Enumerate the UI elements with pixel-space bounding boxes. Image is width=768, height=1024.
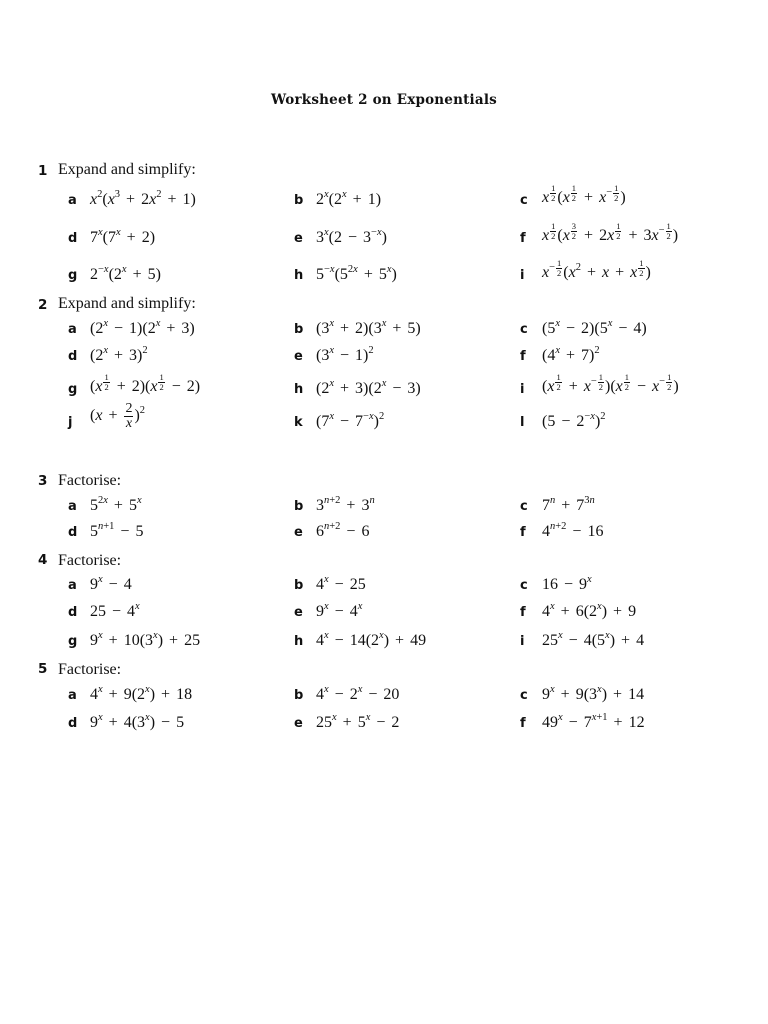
question-part (520, 183, 740, 212)
part-expression: $(2^x + 3)(2^x - 3)$ (316, 378, 421, 397)
question-part (68, 629, 288, 653)
worksheet-title: Worksheet 2 on Exponentials (271, 92, 497, 108)
part-label: b (294, 688, 304, 703)
question-part (294, 344, 514, 368)
part-label: c (520, 499, 528, 514)
part-label: h (294, 268, 304, 283)
part-expression: $(7^x - 7^{-x})^2$ (316, 411, 385, 430)
part-label: i (520, 634, 525, 649)
part-expression: $x^2(x^3 + 2x^2 + 1)$ (90, 189, 196, 208)
part-label: b (294, 578, 304, 593)
question-part (520, 344, 740, 368)
part-label: e (294, 525, 303, 540)
question-number: 2 (38, 297, 48, 313)
question-part (294, 711, 514, 735)
question-part (68, 600, 288, 624)
question-part (68, 494, 288, 518)
question-number: 1 (38, 163, 48, 179)
part-expression: $9^x - 4^x$ (316, 601, 363, 620)
part-expression: $(5 - 2^{-x})^2$ (542, 411, 606, 430)
part-label: i (520, 382, 525, 397)
part-label: g (68, 268, 78, 283)
question-part (520, 683, 740, 707)
question-part (520, 711, 740, 735)
part-label: e (294, 231, 303, 246)
part-label: d (68, 231, 78, 246)
part-label: a (68, 322, 77, 337)
question-part (68, 226, 288, 250)
part-label: b (294, 322, 304, 337)
part-expression: $25^x + 5^x - 2$ (316, 712, 400, 731)
part-expression: $(3^x + 2)(3^x + 5)$ (316, 318, 421, 337)
part-expression: $x^{- \frac{1}{2}}$ ($x^2 + x + x$ $^{\frac{1}{2}}$ ) (542, 258, 651, 282)
part-expression: $(2^x - 1)(2^x + 3)$ (90, 318, 195, 337)
part-expression: $(4^x + 7)^2$ (542, 345, 600, 364)
question-part (68, 317, 288, 341)
part-label: j (68, 415, 73, 430)
part-expression: $(3^x - 1)^2$ (316, 345, 374, 364)
part-expression: $4^x + 9(2^x) + 18$ (90, 684, 193, 703)
part-expression: $9^x + 4(3^x) - 5$ (90, 712, 185, 731)
part-label: f (520, 525, 526, 540)
part-label: f (520, 716, 526, 731)
part-expression: $5^{2x} + 5^x$ (90, 495, 142, 514)
part-label: g (68, 634, 78, 649)
part-expression: x $^{\frac{1}{2}}$ (x $^{\frac{1}{2}}$ + $x^{- \frac{1}{2}}$ ) (542, 183, 626, 207)
question-part (520, 494, 740, 518)
part-label: d (68, 716, 78, 731)
part-label: c (520, 688, 528, 703)
part-expression: $(2^x + 3)^2$ (90, 345, 148, 364)
question-part (294, 629, 514, 653)
part-expression: $3^x(2 - 3^{-x})$ (316, 227, 387, 246)
part-expression: $3^{n+2} + 3^n$ (316, 495, 375, 514)
part-label: a (68, 499, 77, 514)
part-label: e (294, 716, 303, 731)
part-expression: $49^x - 7^{x+1} + 12$ (542, 712, 645, 731)
question-part (68, 520, 288, 544)
part-expression: 2$^x$(2$^x$ + 1) (316, 189, 382, 208)
part-label: d (68, 605, 78, 620)
part-expression: $9^x + 9(3^x) + 14$ (542, 684, 645, 703)
part-expression: $(5^x - 2)(5^x - 4)$ (542, 318, 647, 337)
question-part (520, 317, 740, 341)
question-part (520, 258, 740, 287)
part-expression: 4$^x$ − 25 (316, 574, 366, 593)
question-instruction: Factorise: (58, 552, 122, 569)
part-label: f (520, 231, 526, 246)
part-label: f (520, 349, 526, 364)
question-part (68, 344, 288, 368)
part-label: d (68, 349, 78, 364)
question-part (520, 573, 740, 597)
question-part (294, 600, 514, 624)
part-expression: $9^x + 10(3^x) + 25$ (90, 630, 201, 649)
part-expression: $7^n + 7^{3n}$ (542, 495, 595, 514)
question-part (294, 520, 514, 544)
part-expression: (x $^{\frac{1}{2}}$ + $x^{- \frac{1}{2}}$ )(x $^{\frac{1}{2}}$ − $x^{- \frac{1}{2}}$ ) (542, 372, 679, 396)
part-label: a (68, 578, 77, 593)
part-expression: $16 - 9^x$ (542, 574, 592, 593)
part-expression: $5^{n+1} - 5$ (90, 521, 144, 540)
part-label: h (294, 634, 304, 649)
question-part (68, 573, 288, 597)
question-instruction: Expand and simplify: (58, 295, 196, 312)
question-number: 4 (38, 552, 48, 568)
question-part (294, 226, 514, 250)
part-expression: $25^x - 4(5^x) + 4$ (542, 630, 645, 649)
part-label: c (520, 578, 528, 593)
question-instruction: Expand and simplify: (58, 161, 196, 178)
question-part (68, 188, 288, 212)
question-part (520, 520, 740, 544)
question-instruction: Factorise: (58, 661, 122, 678)
part-label: e (294, 605, 303, 620)
question-part (68, 263, 288, 287)
part-expression: (x + $\frac{2}{x}$ )$^2$ (90, 401, 146, 431)
part-label: c (520, 322, 528, 337)
part-label: l (520, 415, 525, 430)
part-expression: 9$^x$ − 4 (90, 574, 132, 593)
part-label: h (294, 382, 304, 397)
question-part (294, 263, 514, 287)
part-expression: $4^x - 2^x - 20$ (316, 684, 400, 703)
question-part (294, 410, 514, 434)
question-part (294, 573, 514, 597)
part-expression: (x $^{\frac{1}{2}}$ + 2)(x $^{\frac{1}{2}}$ − 2) (90, 372, 201, 396)
question-part (68, 372, 288, 401)
part-expression: 7$^x$(7$^x$ + 2) (90, 227, 156, 246)
question-part (294, 494, 514, 518)
question-part (68, 401, 288, 434)
question-part (68, 683, 288, 707)
part-label: c (520, 193, 528, 208)
part-expression: x $^{\frac{1}{2}}$ (x $^{\frac{3}{2}}$ + 2x $^{\frac{1}{2}}$ + $3x^{- \frac{1}{2}}$ ) (542, 221, 679, 245)
part-label: e (294, 349, 303, 364)
question-number: 5 (38, 661, 48, 677)
question-instruction: Factorise: (58, 472, 122, 489)
part-label: g (68, 382, 78, 397)
question-part (294, 317, 514, 341)
part-label: i (520, 268, 525, 283)
part-label: b (294, 193, 304, 208)
question-part (520, 221, 740, 250)
part-expression: $4^{n+2} - 16$ (542, 521, 604, 540)
part-label: k (294, 415, 303, 430)
question-part (520, 629, 740, 653)
part-label: a (68, 193, 77, 208)
part-label: b (294, 499, 304, 514)
part-expression: $25 - 4^x$ (90, 601, 140, 620)
part-expression: $5^{-x}(5^{2x} + 5^x)$ (316, 264, 397, 283)
question-part (294, 188, 514, 212)
part-expression: $4^x - 14(2^x) + 49$ (316, 630, 427, 649)
part-label: d (68, 525, 78, 540)
question-part (520, 372, 740, 401)
question-part (68, 711, 288, 735)
question-part (520, 600, 740, 624)
part-expression: $6^{n+2} - 6$ (316, 521, 370, 540)
question-part (520, 410, 740, 434)
part-label: f (520, 605, 526, 620)
question-part (294, 377, 514, 401)
part-expression: $2^{-x}(2^x + 5)$ (90, 264, 161, 283)
part-label: a (68, 688, 77, 703)
question-part (294, 683, 514, 707)
part-expression: $4^x + 6(2^x) + 9$ (542, 601, 637, 620)
question-number: 3 (38, 473, 48, 489)
